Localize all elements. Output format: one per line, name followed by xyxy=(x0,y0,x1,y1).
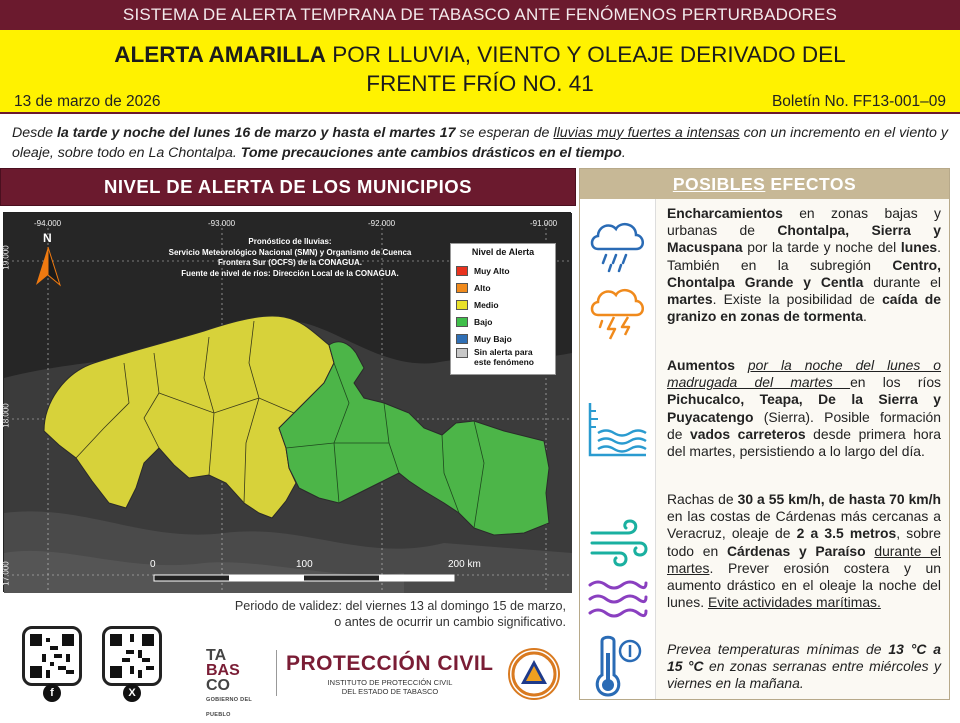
municipalities-heading: NIVEL DE ALERTA DE LOS MUNICIPIOS xyxy=(0,168,576,206)
alert-title-rest: POR LLUVIA, VIENTO Y OLEAJE DERIVADO DEL xyxy=(325,42,846,67)
tabasco-logo: TA BAS CO GOBIERNO DEL PUEBLO xyxy=(206,647,252,718)
effects-icon-column xyxy=(580,199,656,699)
river-effect-text: Aumentos por la noche del lunes o madrugada del martes en los ríos Pichucalco, Teapa, De la Sierra y Puyacatengo (Sierra). Posible formación de vados carreteros desde primera hora del martes, persistiendo a lo largo del día. xyxy=(667,357,942,460)
scale-end: 200 km xyxy=(448,559,481,570)
legend-item: Muy Alto xyxy=(456,262,550,279)
waves-icon xyxy=(584,575,652,627)
alert-map xyxy=(3,212,571,592)
validity-period: Periodo de validez: del viernes 13 al domingo 15 de marzo, o antes de ocurrir un cambio significativo. xyxy=(234,599,566,629)
lat-tick: 19.000 xyxy=(1,245,11,270)
alert-title xyxy=(40,40,920,98)
legend-item: Muy Bajo xyxy=(456,330,550,347)
legend-title: Nivel de Alerta xyxy=(471,247,535,257)
lat-tick: 18.000 xyxy=(1,403,11,428)
lon-tick: -91.000 xyxy=(530,219,558,228)
lon-tick: -92.000 xyxy=(368,219,396,228)
scale-bar xyxy=(154,575,454,581)
legend-item: Bajo xyxy=(456,313,550,330)
system-title: SISTEMA DE ALERTA TEMPRANA DE TABASCO ANTE FENÓMENOS PERTURBADORES xyxy=(0,0,960,30)
bulletin-date: 13 de marzo de 2026 xyxy=(14,93,161,110)
bulletin-number: Boletín No. FF13-001–09 xyxy=(771,93,946,110)
facebook-icon[interactable]: f xyxy=(43,684,61,702)
legend-item: Medio xyxy=(456,296,550,313)
effects-panel xyxy=(579,168,950,700)
lon-tick: -94.000 xyxy=(34,219,62,228)
footer-logos xyxy=(206,647,576,718)
thermometer-icon xyxy=(584,633,652,701)
scale-zero: 0 xyxy=(150,559,156,570)
alert-banner xyxy=(0,30,960,114)
logo-divider xyxy=(276,650,277,696)
alert-title-line2: FRENTE FRÍO NO. 41 xyxy=(366,71,594,96)
map-legend xyxy=(450,243,556,375)
thunderstorm-icon xyxy=(584,277,652,345)
effects-heading: POSIBLES EFECTOS xyxy=(580,169,949,199)
north-label: N xyxy=(43,231,52,245)
proteccion-civil-seal xyxy=(508,648,560,700)
proteccion-civil-subtitle: INSTITUTO DE PROTECCIÓN CIVIL DEL ESTADO DE TABASCO xyxy=(327,678,453,696)
river-gauge-icon xyxy=(584,395,652,463)
alert-level: ALERTA AMARILLA xyxy=(114,42,326,67)
scale-mid: 100 xyxy=(296,559,313,570)
intro-paragraph: Desde la tarde y noche del lunes 16 de marzo y hasta el martes 17 se esperan de lluvias muy fuertes a intensas con un incremento en el viento y oleaje, sobre todo en La Chontalpa. Tome precauciones ante cambios drásticos en el tiempo. xyxy=(12,125,948,161)
wind-effect-text: Rachas de 30 a 55 km/h, de hasta 70 km/h en las costas de Cárdenas más cercanas a Veracruz, oleaje de 2 a 3.5 metros, sobre todo en Cárdenas y Paraíso durante el martes. Prever erosión costera y un aumento drástico en el oleaje la noche del lunes. Evite actividades marítimas. xyxy=(667,491,941,611)
lat-tick: 17.000 xyxy=(1,561,11,586)
x-qr-code[interactable] xyxy=(102,626,162,686)
proteccion-civil-title: PROTECCIÓN CIVIL xyxy=(286,652,494,675)
lon-tick: -93.000 xyxy=(208,219,236,228)
legend-item: Alto xyxy=(456,279,550,296)
rain-effect-text: Encharcamientos en zonas bajas y urbanas de Chontalpa, Sierra y Macuspana por la tarde y noche del lunes. También en la subregión Centro, Chontalpa Grande y Centla durante el martes. Existe la posibilidad de caída de granizo en zonas de tormenta. xyxy=(667,205,941,325)
facebook-qr-code[interactable] xyxy=(22,626,82,686)
temperature-effect-text: Prevea temperaturas mínimas de 13 °C a 15 °C en zonas serranas entre miércoles y viernes en la mañana. xyxy=(667,641,941,692)
forecast-note: Pronóstico de lluvias: Servicio Meteorológico Nacional (SMN) y Organismo de Cuenca Frontera Sur (OCFS) de la CONAGUA. Fuente de nivel de ríos: Dirección Local de la CONAGUA. xyxy=(168,237,412,278)
legend-item: Sin alerta para este fenómeno xyxy=(456,347,550,371)
x-icon[interactable]: X xyxy=(123,684,141,702)
wind-icon xyxy=(584,511,652,579)
rain-cloud-icon xyxy=(584,209,652,277)
